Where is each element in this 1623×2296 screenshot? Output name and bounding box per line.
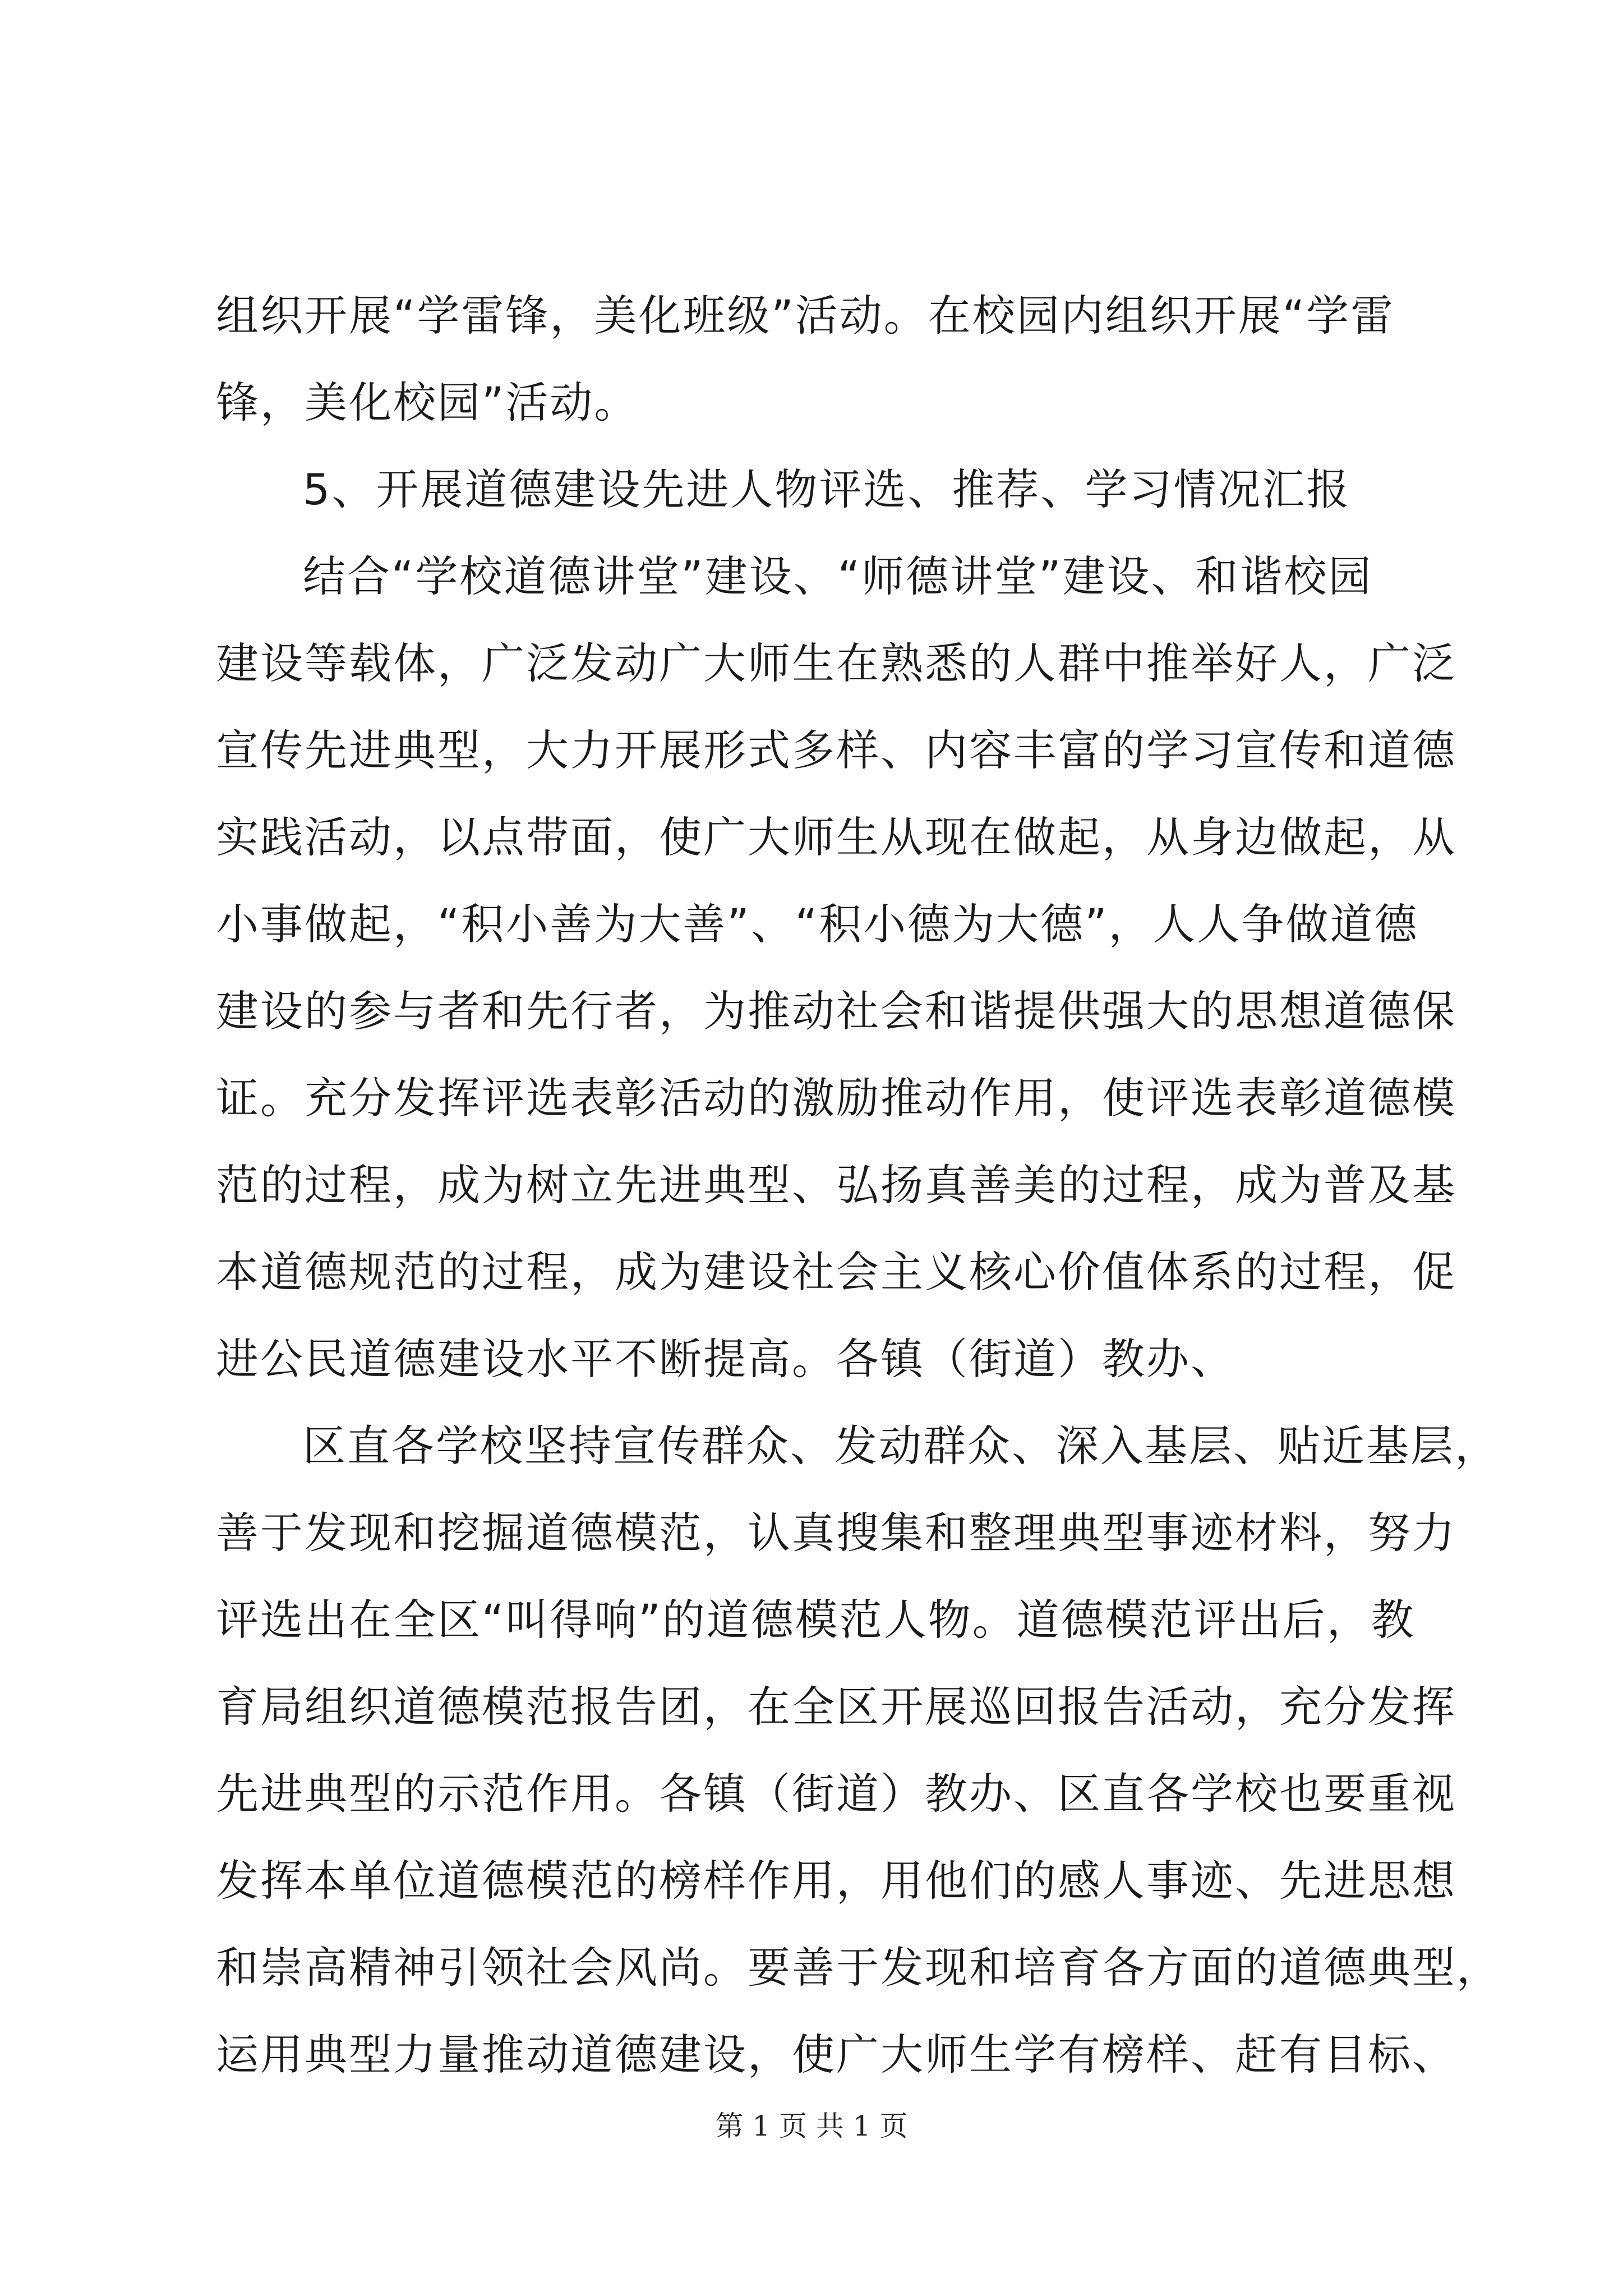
body-text-line: 建设等载体，广泛发动广大师生在熟悉的人群中推举好人，广泛 bbox=[216, 638, 1456, 688]
body-text-line: 进公民道德建设水平不断提高。各镇（街道）教办、 bbox=[216, 1334, 1235, 1384]
body-text-line: 育局组织道德模范报告团，在全区开展巡回报告活动，充分发挥 bbox=[216, 1682, 1456, 1732]
body-text-line: 组织开展“学雷锋，美化班级”活动。在校园内组织开展“学雷 bbox=[216, 291, 1395, 341]
body-text-line: 本道德规范的过程，成为建设社会主义核心价值体系的过程，促 bbox=[216, 1247, 1456, 1297]
body-text-line: 善于发现和挖掘道德模范，认真搜集和整理典型事迹材料，努力 bbox=[216, 1508, 1456, 1558]
body-text-line: 发挥本单位道德模范的榜样作用，用他们的感人事迹、先进思想 bbox=[216, 1856, 1456, 1906]
page-number-footer: 第 1 页 共 1 页 bbox=[715, 2110, 908, 2142]
body-text-line: 区直各学校坚持宣传群众、发动群众、深入基层、贴近基层， bbox=[303, 1421, 1499, 1471]
body-text-line: 宣传先进典型，大力开展形式多样、内容丰富的学习宣传和道德 bbox=[216, 725, 1456, 775]
body-text-line: 结合“学校道德讲堂”建设、“师德讲堂”建设、和谐校园 bbox=[303, 551, 1373, 601]
body-text-line: 建设的参与者和先行者，为推动社会和谐提供强大的思想道德保 bbox=[216, 986, 1456, 1036]
body-text-line: 评选出在全区“叫得响”的道德模范人物。道德模范评出后，教 bbox=[216, 1595, 1415, 1645]
body-text-line: 锋，美化校园”活动。 bbox=[216, 378, 639, 427]
body-text-line: 先进典型的示范作用。各镇（街道）教办、区直各学校也要重视 bbox=[216, 1769, 1456, 1819]
body-text-line: 和崇高精神引领社会风尚。要善于发现和培育各方面的道德典型， bbox=[216, 1943, 1501, 1993]
body-text-line: 运用典型力量推动道德建设，使广大师生学有榜样、赶有目标、 bbox=[216, 2030, 1456, 2079]
body-text-line: 证。充分发挥评选表彰活动的激励推动作用，使评选表彰道德模 bbox=[216, 1073, 1456, 1123]
body-text-line: 范的过程，成为树立先进典型、弘扬真善美的过程，成为普及基 bbox=[216, 1160, 1456, 1210]
section-heading: 5、开展道德建设先进人物评选、推荐、学习情况汇报 bbox=[303, 464, 1351, 514]
body-text-line: 小事做起，“积小善为大善”、“积小德为大德”，人人争做道德 bbox=[216, 899, 1419, 949]
body-text-line: 实践活动，以点带面，使广大师生从现在做起，从身边做起，从 bbox=[216, 812, 1456, 862]
